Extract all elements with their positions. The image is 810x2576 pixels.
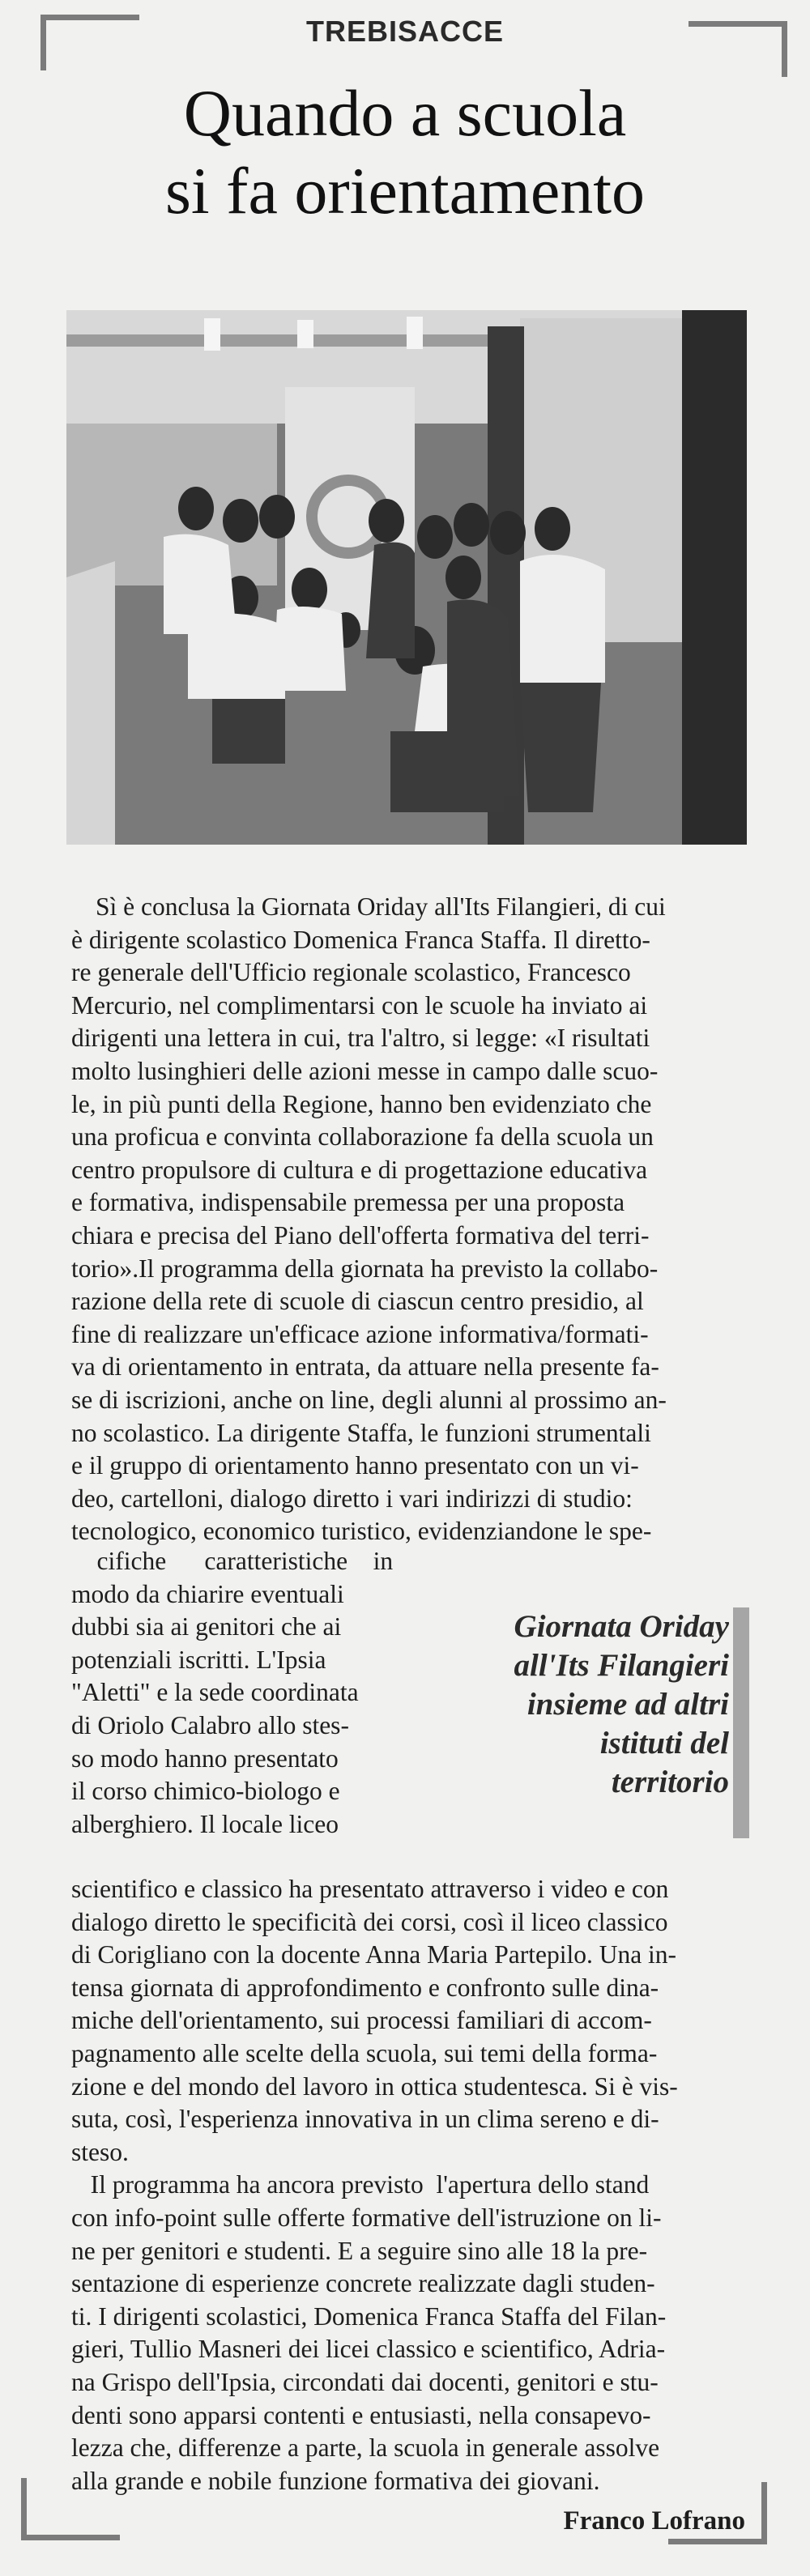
text-line: dialogo diretto le specificità dei corsi, così il liceo classico <box>71 1907 668 1936</box>
group-photo <box>66 310 747 845</box>
pull-quote-line: all'Its Filangieri <box>514 1648 729 1683</box>
text-line: è dirigente scolastico Domenica Franca Staffa. Il diretto- <box>71 925 650 954</box>
section-label: TREBISACCE <box>305 15 505 48</box>
article-body-narrow-column <box>71 1545 411 1841</box>
text-line: il corso chimico-biologo e <box>71 1777 340 1806</box>
text-line: torio».Il programma della giornata ha previsto la collabo- <box>71 1254 659 1283</box>
pull-quote-line: territorio <box>611 1765 729 1799</box>
text-line: pagnamento alle scelte della scuola, sui temi della forma- <box>71 2038 658 2067</box>
text-line: cifiche caratteristiche in <box>71 1547 394 1575</box>
text-line: razione della rete di scuole di ciascun centro presidio, al <box>71 1287 644 1316</box>
text-line: lezza che, differenze a parte, la scuola in generale assolve <box>71 2433 660 2463</box>
pull-quote-line: istituti del <box>599 1726 729 1761</box>
article-body-top <box>71 891 752 1548</box>
text-line: deo, cartelloni, dialogo diretto i vari indirizzi di studio: <box>71 1484 633 1513</box>
text-line: va di orientamento in entrata, da attuare nella presente fa- <box>71 1352 659 1382</box>
group-photo-icon <box>66 310 747 845</box>
text-line: di Corigliano con la docente Anna Maria Partepilo. Una in- <box>71 1940 677 1969</box>
headline-line: si fa orientamento <box>164 154 646 228</box>
text-line: fine di realizzare un'efficace azione informativa/formati- <box>71 1319 649 1348</box>
author-byline: Franco Lofrano <box>563 2506 745 2536</box>
text-line: potenziali iscritti. L'Ipsia <box>71 1645 326 1674</box>
text-line: re generale dell'Ufficio regionale scolastico, Francesco <box>71 958 631 987</box>
headline <box>81 75 729 230</box>
text-line: so modo hanno presentato <box>71 1744 339 1773</box>
text-line: se di iscrizioni, anche on line, degli alunni al prossimo an- <box>71 1385 667 1414</box>
text-line: di Oriolo Calabro allo stes- <box>71 1710 349 1739</box>
pull-quote <box>421 1607 729 1802</box>
text-line: modo da chiarire eventuali <box>71 1579 344 1608</box>
text-line: centro propulsore di cultura e di progettazione educativa <box>71 1155 648 1184</box>
text-line: alberghiero. Il locale liceo <box>71 1809 339 1838</box>
text-line: ti. I dirigenti scolastici, Domenica Franca Staffa del Filan- <box>71 2301 667 2331</box>
pull-quote-line: insieme ad altri <box>526 1687 729 1722</box>
text-line: scientifico e classico ha presentato attraverso i video e con <box>71 1875 669 1903</box>
text-line: denti sono apparsi contenti e entusiasti, nella consapevo- <box>71 2400 651 2429</box>
text-line: "Aletti" e la sede coordinata <box>71 1678 359 1707</box>
text-line: steso. <box>71 2137 129 2166</box>
text-line: con info-point sulle offerte formative dell'istruzione on li- <box>71 2203 662 2232</box>
text-line: no scolastico. La dirigente Staffa, le funzioni strumentali <box>71 1418 651 1447</box>
text-line: molto lusinghieri delle azioni messe in campo dalle scuo- <box>71 1056 659 1085</box>
text-line: dirigenti una lettera in cui, tra l'altro, si legge: «I risultati <box>71 1024 650 1053</box>
text-line: na Grispo dell'Ipsia, circondati dai docenti, genitori e stu- <box>71 2367 659 2396</box>
text-line: tensa giornata di approfondimento e confronto sulle dina- <box>71 1973 659 2002</box>
text-line: Sì è conclusa la Giornata Oriday all'Its Filangieri, di cui <box>96 892 666 921</box>
text-line: le, in più punti della Regione, hanno ben evidenziato che <box>71 1089 652 1118</box>
article-body-bottom <box>71 1873 752 2497</box>
text-line: e formativa, indispensabile premessa per una proposta <box>71 1188 625 1217</box>
text-line: Mercurio, nel complimentarsi con le scuole ha inviato ai <box>71 990 648 1020</box>
pull-quote-bar <box>733 1607 749 1838</box>
text-line: suta, così, l'esperienza innovativa in un clima sereno e di- <box>71 2105 659 2134</box>
text-line: sentazione di esperienze concrete realizzate dagli studen- <box>71 2269 655 2298</box>
text-line: una proficua e convinta collaborazione fa della scuola un <box>71 1122 654 1152</box>
text-line: dubbi sia ai genitori che ai <box>71 1612 342 1641</box>
text-line: ne per genitori e studenti. E a seguire sino alle 18 la pre- <box>71 2236 648 2265</box>
headline-line: Quando a scuola <box>183 76 627 150</box>
text-line: e il gruppo di orientamento hanno presentato con un vi- <box>71 1451 639 1480</box>
text-line: alla grande e nobile funzione formativa dei giovani. <box>71 2466 600 2495</box>
text-line: tecnologico, economico turistico, evidenziandone le spe- <box>71 1517 652 1546</box>
text-line: zione e del mondo del lavoro in ottica studentesca. Si è vis- <box>71 2071 678 2101</box>
text-line: Il programma ha ancora previsto l'apertura dello stand <box>71 2170 650 2199</box>
text-line: miche dell'orientamento, sui processi familiari di accom- <box>71 2006 652 2035</box>
text-line: gieri, Tullio Masneri dei licei classico e scientifico, Adria- <box>71 2335 666 2364</box>
text-line: chiara e precisa del Piano dell'offerta formativa del terri- <box>71 1220 650 1250</box>
pull-quote-line: Giornata Oriday <box>514 1609 729 1644</box>
